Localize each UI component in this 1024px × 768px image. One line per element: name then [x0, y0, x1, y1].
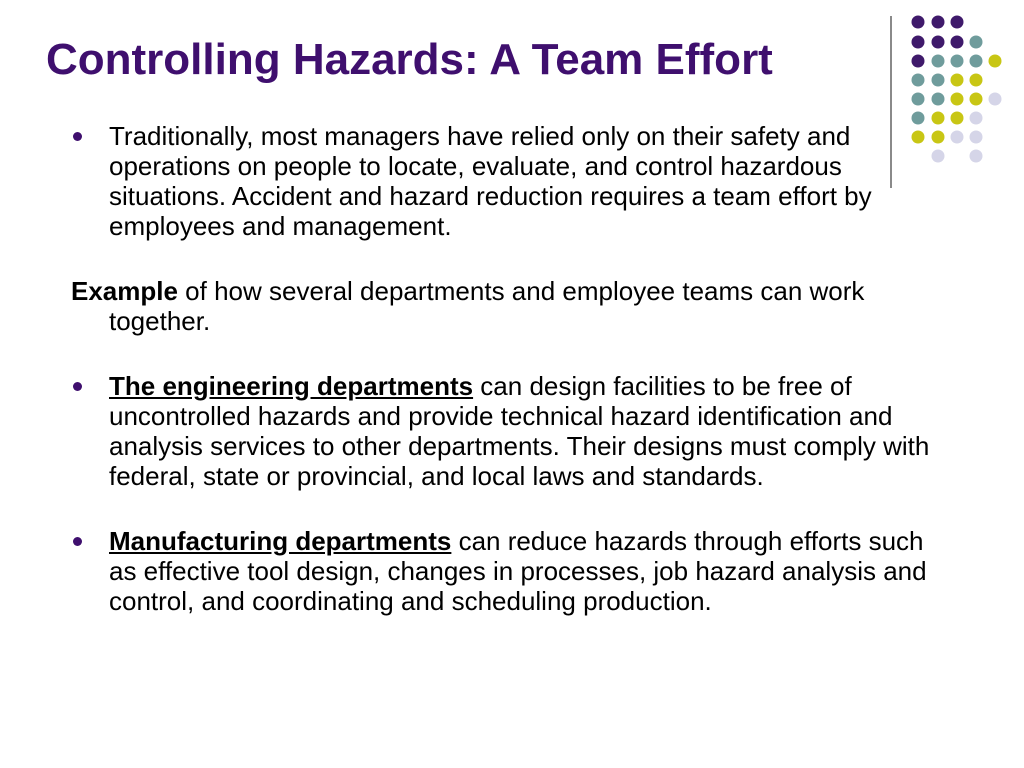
- paragraph-lead: The engineering departments: [109, 371, 474, 401]
- bullet-icon: [73, 382, 82, 391]
- dot-teal: [932, 55, 945, 68]
- dot-lavender: [970, 150, 983, 163]
- paragraph-example: [71, 276, 931, 336]
- paragraph-lead: Example: [71, 276, 178, 306]
- dot-lavender: [951, 131, 964, 144]
- slide-title: Controlling Hazards: A Team Effort: [46, 35, 773, 84]
- dot-olive: [951, 93, 964, 106]
- dot-lavender: [970, 131, 983, 144]
- dot-olive: [951, 112, 964, 125]
- dot-lavender: [970, 112, 983, 125]
- dot-teal: [932, 74, 945, 87]
- dot-purple: [932, 16, 945, 29]
- dot-olive: [932, 112, 945, 125]
- dot-olive: [970, 74, 983, 87]
- dot-purple: [912, 16, 925, 29]
- dot-olive: [970, 93, 983, 106]
- bullet-paragraph-traditional: [71, 121, 931, 241]
- dot-teal: [912, 93, 925, 106]
- dot-olive: [989, 55, 1002, 68]
- dot-olive: [932, 131, 945, 144]
- paragraph-text: can design facilities to be free of uncontrolled hazards and provide technical hazard identification and analysis services to other departments. Their designs must comply with federal, state or provincial, and local laws and standards.: [109, 371, 930, 491]
- dot-purple: [951, 36, 964, 49]
- dot-teal: [912, 74, 925, 87]
- dot-purple: [951, 16, 964, 29]
- dot-purple: [912, 36, 925, 49]
- slide-body: [71, 121, 931, 616]
- dot-teal: [970, 55, 983, 68]
- dot-lavender: [932, 150, 945, 163]
- dot-lavender: [989, 93, 1002, 106]
- paragraph-text: Traditionally, most managers have relied only on their safety and operations on people to locate, evaluate, and control hazardous situations. Accident and hazard reduction requires a team effort by employees and management.: [109, 121, 872, 241]
- dot-purple: [912, 55, 925, 68]
- bullet-icon: [73, 132, 82, 141]
- dot-teal: [951, 55, 964, 68]
- bullet-paragraph-manufacturing: [71, 526, 931, 616]
- paragraph-lead: Manufacturing departments: [109, 526, 452, 556]
- dot-olive: [951, 74, 964, 87]
- paragraph-text: of how several departments and employee teams can work together.: [109, 276, 865, 336]
- bullet-icon: [73, 537, 82, 546]
- dot-teal: [932, 93, 945, 106]
- dot-teal: [970, 36, 983, 49]
- paragraph-text: can reduce hazards through efforts such as effective tool design, changes in processes, job hazard analysis and control, and coordinating and scheduling production.: [109, 526, 927, 616]
- bullet-paragraph-engineering: [71, 371, 931, 491]
- dot-purple: [932, 36, 945, 49]
